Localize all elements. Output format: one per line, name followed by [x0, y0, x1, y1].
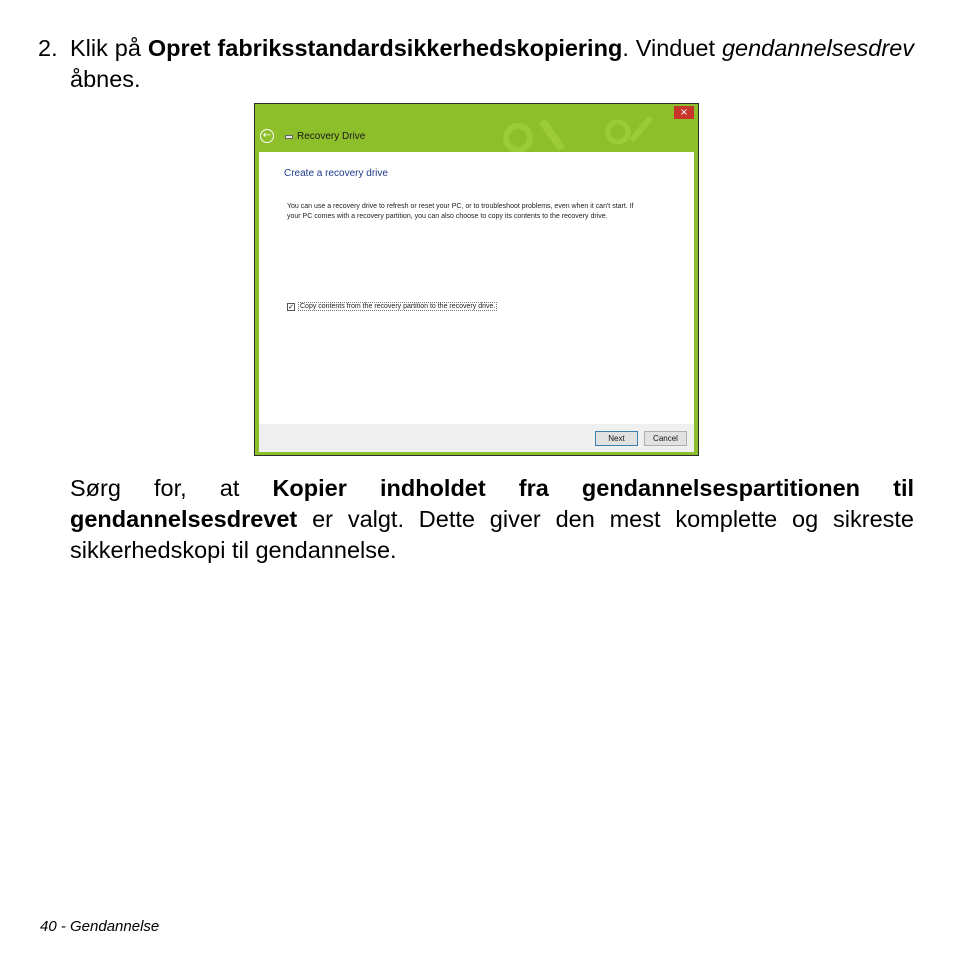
window-heading: Create a recovery drive	[284, 168, 388, 179]
close-button[interactable]: ×	[674, 106, 694, 119]
note-lead: Sørg for, at	[70, 475, 240, 501]
window-content	[259, 152, 694, 424]
page-footer: 40 - Gendannelse	[40, 918, 160, 935]
step-number: 2.	[38, 35, 58, 61]
window-titlebar	[255, 104, 698, 152]
note-tail: er valgt. Dette giver den mest komplette og sikreste sikkerhedskopi til gendannelse.	[70, 506, 914, 563]
copy-contents-label[interactable]: Copy contents from the recovery partition to the recovery drive.	[300, 303, 496, 310]
next-button[interactable]: Next	[595, 431, 638, 446]
step-paragraph	[38, 33, 914, 95]
back-arrow-icon[interactable]: ←	[260, 129, 274, 143]
copy-contents-checkbox[interactable]: ✓	[288, 302, 294, 311]
note-paragraph	[70, 473, 914, 566]
window-title: Recovery Drive	[297, 131, 366, 142]
copy-contents-option[interactable]	[287, 302, 497, 311]
drive-icon	[285, 135, 293, 139]
step-after-bold: . Vinduet	[622, 35, 716, 61]
window-footer	[259, 424, 694, 452]
step-tail: åbnes.	[70, 66, 141, 92]
recovery-drive-window	[254, 103, 699, 456]
step-klik: Klik på	[70, 35, 141, 61]
note-bold: Kopier indholdet fra gendannelsespartitionen til gendannelsesdrevet	[70, 475, 915, 532]
window-title-area	[285, 131, 365, 142]
decorative-tools-graphic	[478, 108, 678, 152]
cancel-button[interactable]: Cancel	[644, 431, 687, 446]
window-description: You can use a recovery drive to refresh or reset your PC, or to troubleshoot problems, even when it can't start. If your PC comes with a recovery partition, you can also choose to copy its contents to the recovery drive.	[287, 203, 634, 220]
step-bold: Opret fabriksstandardsikkerhedskopiering	[147, 35, 623, 61]
step-body	[70, 33, 914, 95]
step-italic: gendannelsesdrev	[721, 35, 915, 61]
